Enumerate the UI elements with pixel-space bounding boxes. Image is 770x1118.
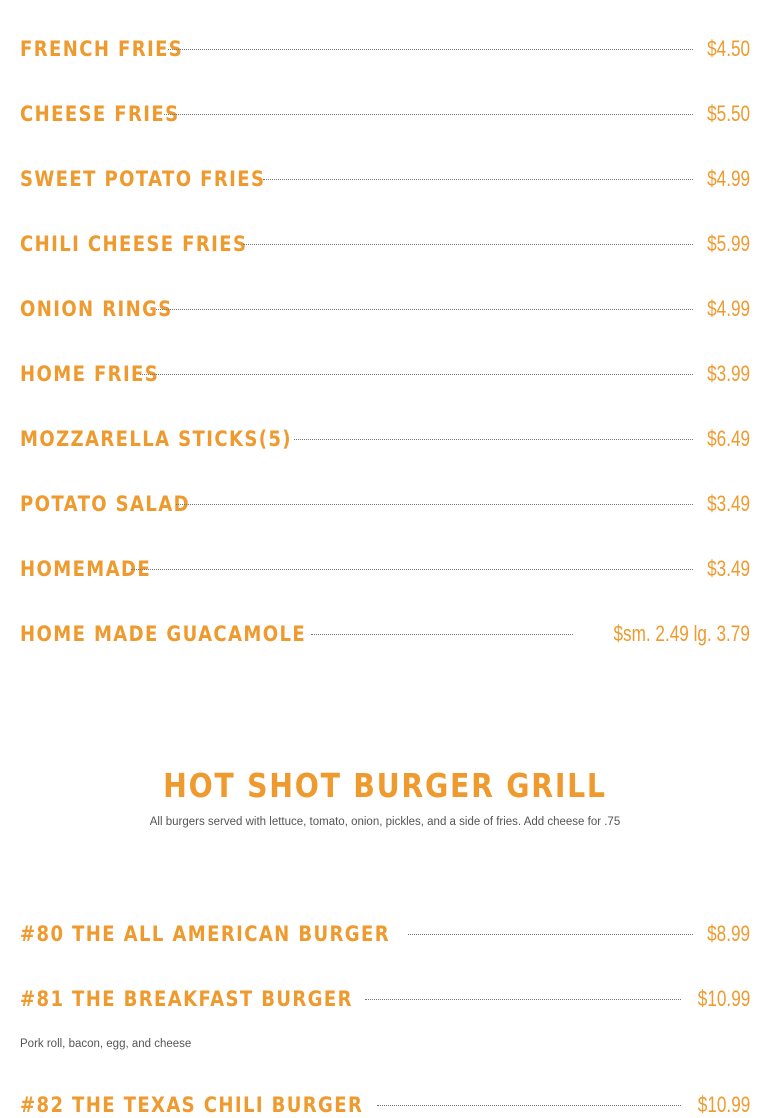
item-price: $10.99 — [697, 986, 750, 1011]
item-name: HOME FRIES — [20, 362, 160, 386]
item-price: $3.99 — [707, 361, 750, 386]
item-price: $3.49 — [707, 556, 750, 581]
dot-leader — [168, 49, 693, 50]
menu-item — [20, 621, 750, 647]
dot-leader — [243, 244, 693, 245]
item-name: CHEESE FRIES — [20, 102, 180, 126]
dot-leader — [176, 504, 693, 505]
item-name: ONION RINGS — [20, 297, 173, 321]
dot-leader — [294, 439, 693, 440]
item-price: $5.99 — [707, 231, 750, 256]
dot-leader — [377, 1105, 680, 1106]
item-description: Pork roll, bacon, egg, and cheese — [20, 1038, 192, 1050]
menu-item — [20, 921, 750, 947]
item-price: $6.49 — [707, 426, 750, 451]
menu-item — [20, 491, 750, 517]
item-price: $10.99 — [697, 1092, 750, 1117]
menu-item — [20, 556, 750, 582]
item-name: FRENCH FRIES — [20, 37, 184, 61]
menu-item — [20, 36, 750, 62]
dot-leader — [156, 309, 693, 310]
item-price: $4.50 — [707, 36, 750, 61]
menu-item — [20, 1092, 750, 1118]
item-name: HOMEMADE — [20, 557, 152, 581]
dot-leader — [164, 114, 693, 115]
dot-leader — [131, 569, 693, 570]
item-price: $4.99 — [707, 166, 750, 191]
menu-item — [20, 986, 750, 1012]
menu-item — [20, 101, 750, 127]
dot-leader — [140, 374, 693, 375]
item-name: #80 THE ALL AMERICAN BURGER — [20, 922, 391, 946]
section-subtitle: All burgers served with lettuce, tomato, onion, pickles, and a side of fries. Add cheese for .75 — [149, 816, 621, 828]
item-name: MOZZARELLA STICKS(5) — [20, 427, 292, 451]
menu-item — [20, 166, 750, 192]
item-name: HOME MADE GUACAMOLE — [20, 622, 307, 646]
dot-leader — [408, 934, 693, 935]
menu-item — [20, 426, 750, 452]
item-price: $8.99 — [707, 921, 750, 946]
item-name: #81 THE BREAKFAST BURGER — [20, 987, 353, 1011]
item-price: $3.49 — [707, 491, 750, 516]
section-title — [0, 766, 770, 805]
item-price: $5.50 — [707, 101, 750, 126]
dot-leader — [263, 179, 692, 180]
item-name: POTATO SALAD — [20, 492, 191, 516]
item-name: #82 THE TEXAS CHILI BURGER — [20, 1093, 364, 1117]
dot-leader — [365, 999, 680, 1000]
item-name: CHILI CHEESE FRIES — [20, 232, 248, 256]
section-title-text: HOT SHOT BURGER GRILL — [163, 766, 607, 805]
item-price: $4.99 — [707, 296, 750, 321]
dot-leader — [311, 634, 573, 635]
menu-item — [20, 296, 750, 322]
menu-item — [20, 361, 750, 387]
menu-item — [20, 231, 750, 257]
item-price: $sm. 2.49 lg. 3.79 — [613, 621, 750, 646]
item-name: SWEET POTATO FRIES — [20, 167, 266, 191]
